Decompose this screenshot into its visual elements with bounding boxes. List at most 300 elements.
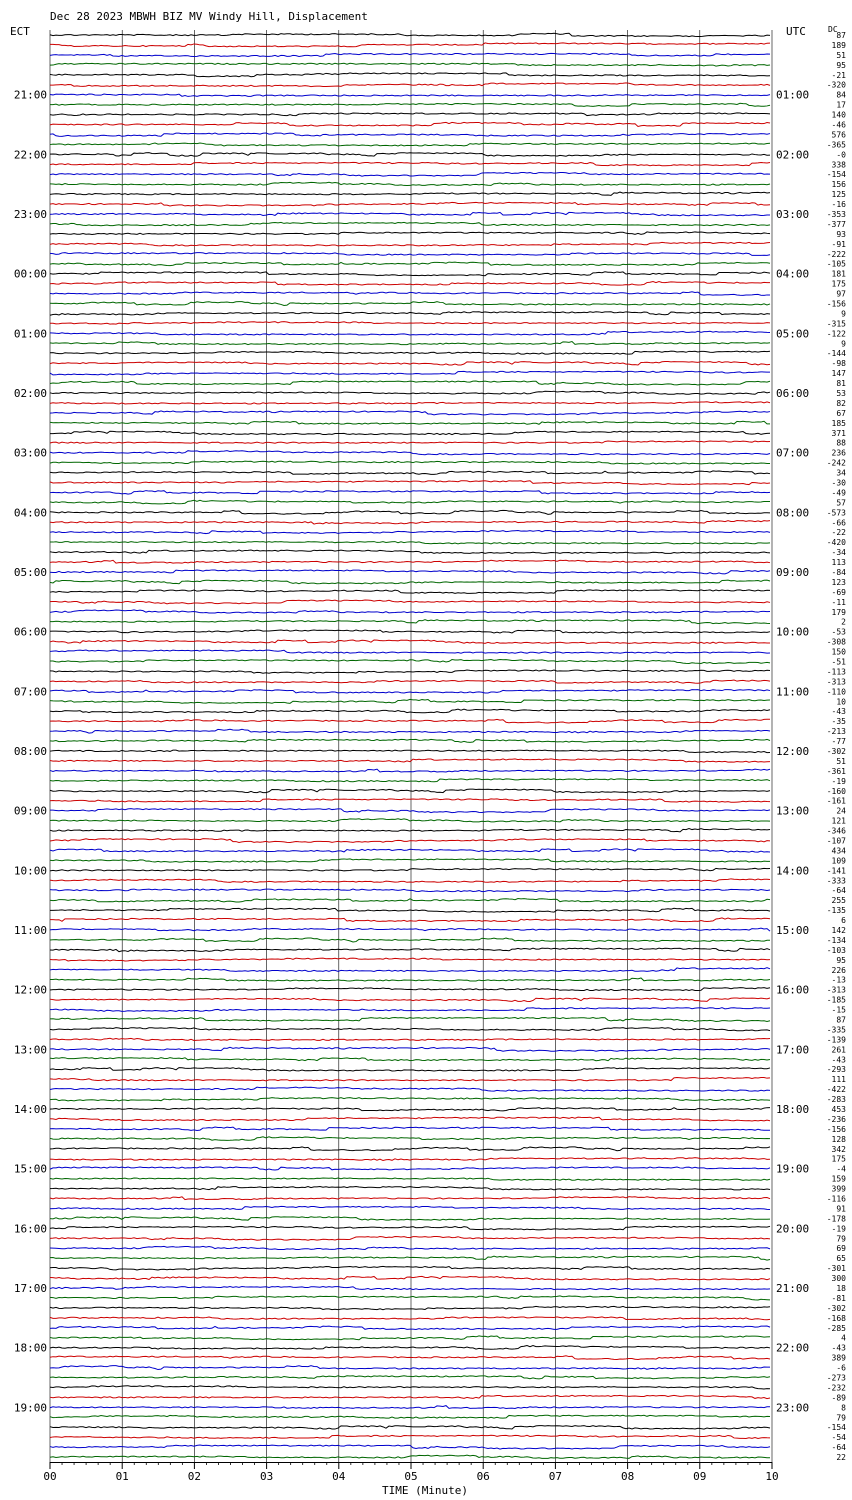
trace-line <box>50 879 770 883</box>
dc-value: -49 <box>831 488 846 498</box>
dc-value: -222 <box>826 249 846 259</box>
dc-value: 389 <box>831 1353 846 1363</box>
dc-value: -107 <box>826 836 846 846</box>
dc-value: 9 <box>841 339 846 349</box>
trace-line <box>50 1346 770 1350</box>
dc-value: -320 <box>826 80 846 90</box>
trace-line <box>50 262 770 266</box>
right-hour-label: 21:00 <box>776 1281 810 1295</box>
dc-value: -105 <box>826 259 846 269</box>
dc-value: -377 <box>826 219 846 229</box>
left-hour-label: 14:00 <box>13 1102 47 1116</box>
dc-value: 93 <box>836 229 846 239</box>
trace-line <box>50 1317 770 1320</box>
trace-line <box>50 63 770 66</box>
dc-value: -19 <box>831 776 846 786</box>
dc-value: -273 <box>826 1373 846 1383</box>
trace-line <box>50 809 770 813</box>
trace-line <box>50 680 770 683</box>
trace-line <box>50 650 770 653</box>
dc-value: -313 <box>826 985 846 995</box>
dc-value: 10 <box>836 697 846 707</box>
dc-value: -64 <box>831 1443 846 1453</box>
dc-value: 181 <box>831 269 846 279</box>
trace-line <box>50 103 770 106</box>
dc-value: 226 <box>831 965 846 975</box>
x-tick-label: 08 <box>620 1470 635 1483</box>
dc-value: -420 <box>826 538 846 548</box>
right-hour-label: 09:00 <box>776 565 810 579</box>
trace-line <box>50 1206 770 1209</box>
dc-value: -301 <box>826 1264 846 1274</box>
trace-line <box>50 1217 770 1221</box>
dc-value: 79 <box>836 1234 846 1244</box>
trace-line <box>50 143 770 146</box>
dc-value: -6 <box>836 1363 846 1373</box>
dc-value: 17 <box>836 100 846 110</box>
trace-line <box>50 719 770 723</box>
dc-value: -34 <box>831 548 846 558</box>
right-hour-label: 23:00 <box>776 1401 810 1415</box>
left-hour-label: 22:00 <box>13 148 47 162</box>
dc-value: 87 <box>836 30 846 40</box>
right-timezone-label: UTC <box>786 25 806 38</box>
trace-line <box>50 769 770 772</box>
dc-value: -168 <box>826 1313 846 1323</box>
dc-value: 67 <box>836 408 846 418</box>
dc-value: 371 <box>831 428 846 438</box>
trace-line <box>50 1017 770 1021</box>
dc-value: 159 <box>831 1174 846 1184</box>
trace-line <box>50 868 770 871</box>
dc-value: 111 <box>831 1075 846 1085</box>
dc-value: 255 <box>831 896 846 906</box>
trace-line <box>50 113 770 116</box>
right-hour-label: 13:00 <box>776 804 810 818</box>
trace-line <box>50 1276 770 1279</box>
trace-line <box>50 849 770 852</box>
left-timezone-label: ECT <box>10 25 30 38</box>
trace-line <box>50 1326 770 1329</box>
dc-value: 6 <box>841 916 846 926</box>
trace-line <box>50 1147 770 1151</box>
dc-value: 84 <box>836 90 846 100</box>
dc-value: 24 <box>836 806 846 816</box>
trace-line <box>50 789 770 793</box>
right-hour-label: 20:00 <box>776 1222 810 1236</box>
trace-line <box>50 461 770 464</box>
dc-value: -98 <box>831 359 846 369</box>
trace-line <box>50 1108 770 1111</box>
dc-value: -361 <box>826 766 846 776</box>
trace-line <box>50 630 770 633</box>
dc-value: -81 <box>831 1293 846 1303</box>
right-hour-label: 06:00 <box>776 386 810 400</box>
right-hour-label: 03:00 <box>776 207 810 221</box>
dc-value: -293 <box>826 1065 846 1075</box>
trace-line <box>50 1077 770 1080</box>
dc-value: -116 <box>826 1194 846 1204</box>
dc-value: -422 <box>826 1085 846 1095</box>
trace-line <box>50 699 770 703</box>
trace-line <box>50 570 770 574</box>
left-hour-label: 21:00 <box>13 88 47 102</box>
dc-value: -302 <box>826 1303 846 1313</box>
right-hour-label: 22:00 <box>776 1341 810 1355</box>
trace-line <box>50 1038 770 1040</box>
x-tick-label: 07 <box>548 1470 563 1483</box>
trace-line <box>50 322 770 324</box>
left-hour-label: 02:00 <box>13 386 47 400</box>
dc-value: -141 <box>826 866 846 876</box>
dc-value: 2 <box>841 617 846 627</box>
trace-line <box>50 1455 770 1458</box>
dc-value: 342 <box>831 1144 846 1154</box>
chart-title: Dec 28 2023 MBWH BIZ MV Windy Hill, Displacement <box>50 10 368 23</box>
dc-value: 125 <box>831 190 846 200</box>
trace-line <box>50 381 770 385</box>
dc-value: -285 <box>826 1323 846 1333</box>
dc-value: 261 <box>831 1045 846 1055</box>
dc-value: -353 <box>826 209 846 219</box>
dc-value: 65 <box>836 1254 846 1264</box>
trace-line <box>50 1395 770 1398</box>
trace-line <box>50 491 770 494</box>
trace-line <box>50 819 770 822</box>
trace-line <box>50 411 770 415</box>
trace-line <box>50 1068 770 1071</box>
left-hour-label: 16:00 <box>13 1222 47 1236</box>
dc-value: 95 <box>836 60 846 70</box>
trace-line <box>50 560 770 563</box>
dc-value: -113 <box>826 667 846 677</box>
dc-value: -154 <box>826 170 846 180</box>
dc-value: -91 <box>831 239 846 249</box>
trace-line <box>50 610 770 613</box>
dc-value: 128 <box>831 1134 846 1144</box>
dc-value: 91 <box>836 1204 846 1214</box>
dc-value: -236 <box>826 1114 846 1124</box>
right-hour-label: 02:00 <box>776 148 810 162</box>
x-tick-label: 03 <box>259 1470 274 1483</box>
trace-line <box>50 510 770 514</box>
right-hour-label: 10:00 <box>776 625 810 639</box>
trace-line <box>50 94 770 96</box>
dc-value: 53 <box>836 388 846 398</box>
dc-value: 156 <box>831 180 846 190</box>
dc-value: -160 <box>826 786 846 796</box>
trace-line <box>50 521 770 525</box>
dc-value: 453 <box>831 1104 846 1114</box>
trace-line <box>50 1197 770 1200</box>
trace-line <box>50 83 770 87</box>
left-hour-label: 12:00 <box>13 983 47 997</box>
trace-line <box>50 1047 770 1051</box>
trace-line <box>50 351 770 354</box>
trace-line <box>50 978 770 981</box>
dc-value: 69 <box>836 1244 846 1254</box>
dc-value: -156 <box>826 299 846 309</box>
trace-line <box>50 750 770 753</box>
dc-value: 4 <box>841 1333 846 1343</box>
dc-value: 175 <box>831 1154 846 1164</box>
dc-value: -22 <box>831 528 846 538</box>
dc-value: -11 <box>831 597 846 607</box>
dc-value: -15 <box>831 1005 846 1015</box>
trace-line <box>50 859 770 862</box>
trace-line <box>50 1127 770 1130</box>
trace-line <box>50 172 770 176</box>
dc-value: -69 <box>831 587 846 597</box>
trace-line <box>50 1158 770 1161</box>
dc-value: 300 <box>831 1274 846 1284</box>
left-time-labels <box>14 89 47 1415</box>
dc-value: -43 <box>831 1343 846 1353</box>
trace-line <box>50 918 770 922</box>
trace-line <box>50 1098 770 1101</box>
trace-line <box>50 1087 770 1091</box>
right-hour-label: 19:00 <box>776 1162 810 1176</box>
right-hour-label: 05:00 <box>776 327 810 341</box>
trace-line <box>50 1306 770 1309</box>
right-hour-label: 15:00 <box>776 923 810 937</box>
dc-value: 185 <box>831 418 846 428</box>
right-hour-label: 12:00 <box>776 744 810 758</box>
trace-line <box>50 1178 770 1180</box>
left-hour-label: 10:00 <box>13 864 47 878</box>
dc-offset-labels <box>827 31 846 1462</box>
trace-line <box>50 1186 770 1189</box>
x-tick-label: 04 <box>332 1470 346 1483</box>
trace-line <box>50 1008 770 1012</box>
dc-value: -122 <box>826 329 846 339</box>
trace-line <box>50 1237 770 1241</box>
dc-value: 434 <box>831 846 846 856</box>
x-tick-label: 02 <box>187 1470 202 1483</box>
dc-value: -19 <box>831 1224 846 1234</box>
left-hour-label: 17:00 <box>13 1281 47 1295</box>
left-hour-label: 05:00 <box>13 565 47 579</box>
trace-line <box>50 709 770 713</box>
trace-line <box>50 590 770 594</box>
dc-value: 8 <box>841 1403 846 1413</box>
dc-value: -335 <box>826 1025 846 1035</box>
dc-value: -77 <box>831 737 846 747</box>
trace-line <box>50 948 770 952</box>
dc-value: -232 <box>826 1383 846 1393</box>
trace-line <box>50 282 770 286</box>
dc-value: -346 <box>826 826 846 836</box>
trace-line <box>50 690 770 693</box>
trace-line <box>50 1266 770 1270</box>
right-hour-label: 16:00 <box>776 983 810 997</box>
left-hour-label: 03:00 <box>13 446 47 460</box>
trace-line <box>50 312 770 316</box>
left-hour-label: 04:00 <box>13 506 47 520</box>
trace-line <box>50 1386 770 1389</box>
dc-value: -84 <box>831 567 846 577</box>
trace-line <box>50 331 770 335</box>
x-tick-label: 00 <box>43 1470 57 1483</box>
trace-line <box>50 1415 770 1418</box>
trace-line <box>50 192 770 195</box>
trace-line <box>50 222 770 225</box>
trace-line <box>50 133 770 136</box>
dc-value: -110 <box>826 687 846 697</box>
trace-line <box>50 232 770 235</box>
x-tick-label: 10 <box>765 1470 779 1483</box>
dc-value: 79 <box>836 1413 846 1423</box>
dc-value: -0 <box>836 150 846 160</box>
trace-line <box>50 153 770 157</box>
dc-value: 150 <box>831 647 846 657</box>
left-hour-label: 23:00 <box>13 207 47 221</box>
trace-line <box>50 600 770 604</box>
trace-line <box>50 759 770 762</box>
trace-line <box>50 1058 770 1061</box>
trace-line <box>50 1246 770 1249</box>
right-hour-label: 11:00 <box>776 685 810 699</box>
dc-value: 9 <box>841 309 846 319</box>
dc-value: 123 <box>831 577 846 587</box>
trace-line <box>50 202 770 206</box>
dc-value: -156 <box>826 1124 846 1134</box>
trace-line <box>50 1356 770 1360</box>
trace-line <box>50 1445 770 1449</box>
trace-line <box>50 958 770 961</box>
trace-line <box>50 1137 770 1141</box>
trace-line <box>50 908 770 912</box>
dc-value: 34 <box>836 468 846 478</box>
dc-value: -89 <box>831 1393 846 1403</box>
trace-line <box>50 998 770 1001</box>
dc-value: -213 <box>826 727 846 737</box>
trace-line <box>50 739 770 742</box>
right-hour-label: 07:00 <box>776 446 810 460</box>
dc-value: -144 <box>826 349 846 359</box>
dc-value: 95 <box>836 955 846 965</box>
trace-line <box>50 481 770 485</box>
x-tick-label: 09 <box>693 1470 707 1483</box>
dc-value: 113 <box>831 558 846 568</box>
dc-value: -103 <box>826 945 846 955</box>
dc-value: 109 <box>831 856 846 866</box>
trace-line <box>50 421 770 424</box>
trace-line <box>50 441 770 443</box>
dc-value: 87 <box>836 1015 846 1025</box>
trace-line <box>50 371 770 375</box>
dc-value: -242 <box>826 458 846 468</box>
trace-line <box>50 670 770 673</box>
trace-line <box>50 1296 770 1300</box>
trace-line <box>50 550 770 553</box>
trace-line <box>50 391 770 394</box>
dc-value: 81 <box>836 379 846 389</box>
left-hour-label: 00:00 <box>13 267 47 281</box>
dc-value: 18 <box>836 1283 846 1293</box>
dc-value: -313 <box>826 677 846 687</box>
trace-line <box>50 1256 770 1260</box>
trace-line <box>50 899 770 902</box>
right-hour-label: 14:00 <box>776 864 810 878</box>
trace-line <box>50 968 770 972</box>
dc-value: -13 <box>831 975 846 985</box>
dc-value: -66 <box>831 518 846 528</box>
trace-line <box>50 73 770 77</box>
dc-value: -35 <box>831 717 846 727</box>
left-hour-label: 13:00 <box>13 1043 47 1057</box>
dc-value: -64 <box>831 886 846 896</box>
trace-line <box>50 1226 770 1230</box>
trace-line <box>50 500 770 504</box>
trace-line <box>50 988 770 991</box>
dc-value: -51 <box>831 657 846 667</box>
right-hour-label: 18:00 <box>776 1102 810 1116</box>
trace-line <box>50 362 770 365</box>
trace-line <box>50 342 770 345</box>
dc-value: 236 <box>831 448 846 458</box>
trace-line <box>50 729 770 733</box>
trace-line <box>50 402 770 404</box>
trace-line <box>50 829 770 832</box>
right-hour-label: 01:00 <box>776 88 810 102</box>
trace-line <box>50 1406 770 1409</box>
dc-value: -573 <box>826 508 846 518</box>
dc-value: 97 <box>836 289 846 299</box>
trace-line <box>50 431 770 434</box>
dc-value: 140 <box>831 110 846 120</box>
left-hour-label: 15:00 <box>13 1162 47 1176</box>
trace-line <box>50 471 770 474</box>
dc-header: DC <box>828 25 838 34</box>
trace-line <box>50 640 770 643</box>
right-hour-label: 17:00 <box>776 1043 810 1057</box>
trace-line <box>50 620 770 624</box>
dc-value: 399 <box>831 1184 846 1194</box>
left-hour-label: 19:00 <box>13 1401 47 1415</box>
trace-line <box>50 162 770 165</box>
trace-line <box>50 799 770 802</box>
left-hour-label: 06:00 <box>13 625 47 639</box>
dc-value: 88 <box>836 438 846 448</box>
dc-value: 121 <box>831 816 846 826</box>
dc-value: -154 <box>826 1423 846 1433</box>
trace-line <box>50 242 770 246</box>
trace-line <box>50 122 770 126</box>
dc-value: -54 <box>831 1433 846 1443</box>
dc-value: -178 <box>826 1214 846 1224</box>
dc-value: 51 <box>836 50 846 60</box>
trace-line <box>50 451 770 455</box>
seismic-traces <box>50 33 770 1458</box>
dc-value: 22 <box>836 1453 846 1463</box>
trace-line <box>50 839 770 843</box>
left-hour-label: 01:00 <box>13 327 47 341</box>
dc-value: 82 <box>836 398 846 408</box>
x-axis <box>43 1462 778 1483</box>
dc-value: 147 <box>831 369 846 379</box>
trace-line <box>50 302 770 306</box>
x-tick-label: 06 <box>476 1470 490 1483</box>
x-tick-label: 01 <box>115 1470 129 1483</box>
dc-value: -30 <box>831 478 846 488</box>
trace-line <box>50 779 770 782</box>
left-hour-label: 11:00 <box>13 923 47 937</box>
dc-value: -139 <box>826 1035 846 1045</box>
trace-line <box>50 928 770 931</box>
dc-value: -135 <box>826 906 846 916</box>
trace-line <box>50 1286 770 1289</box>
